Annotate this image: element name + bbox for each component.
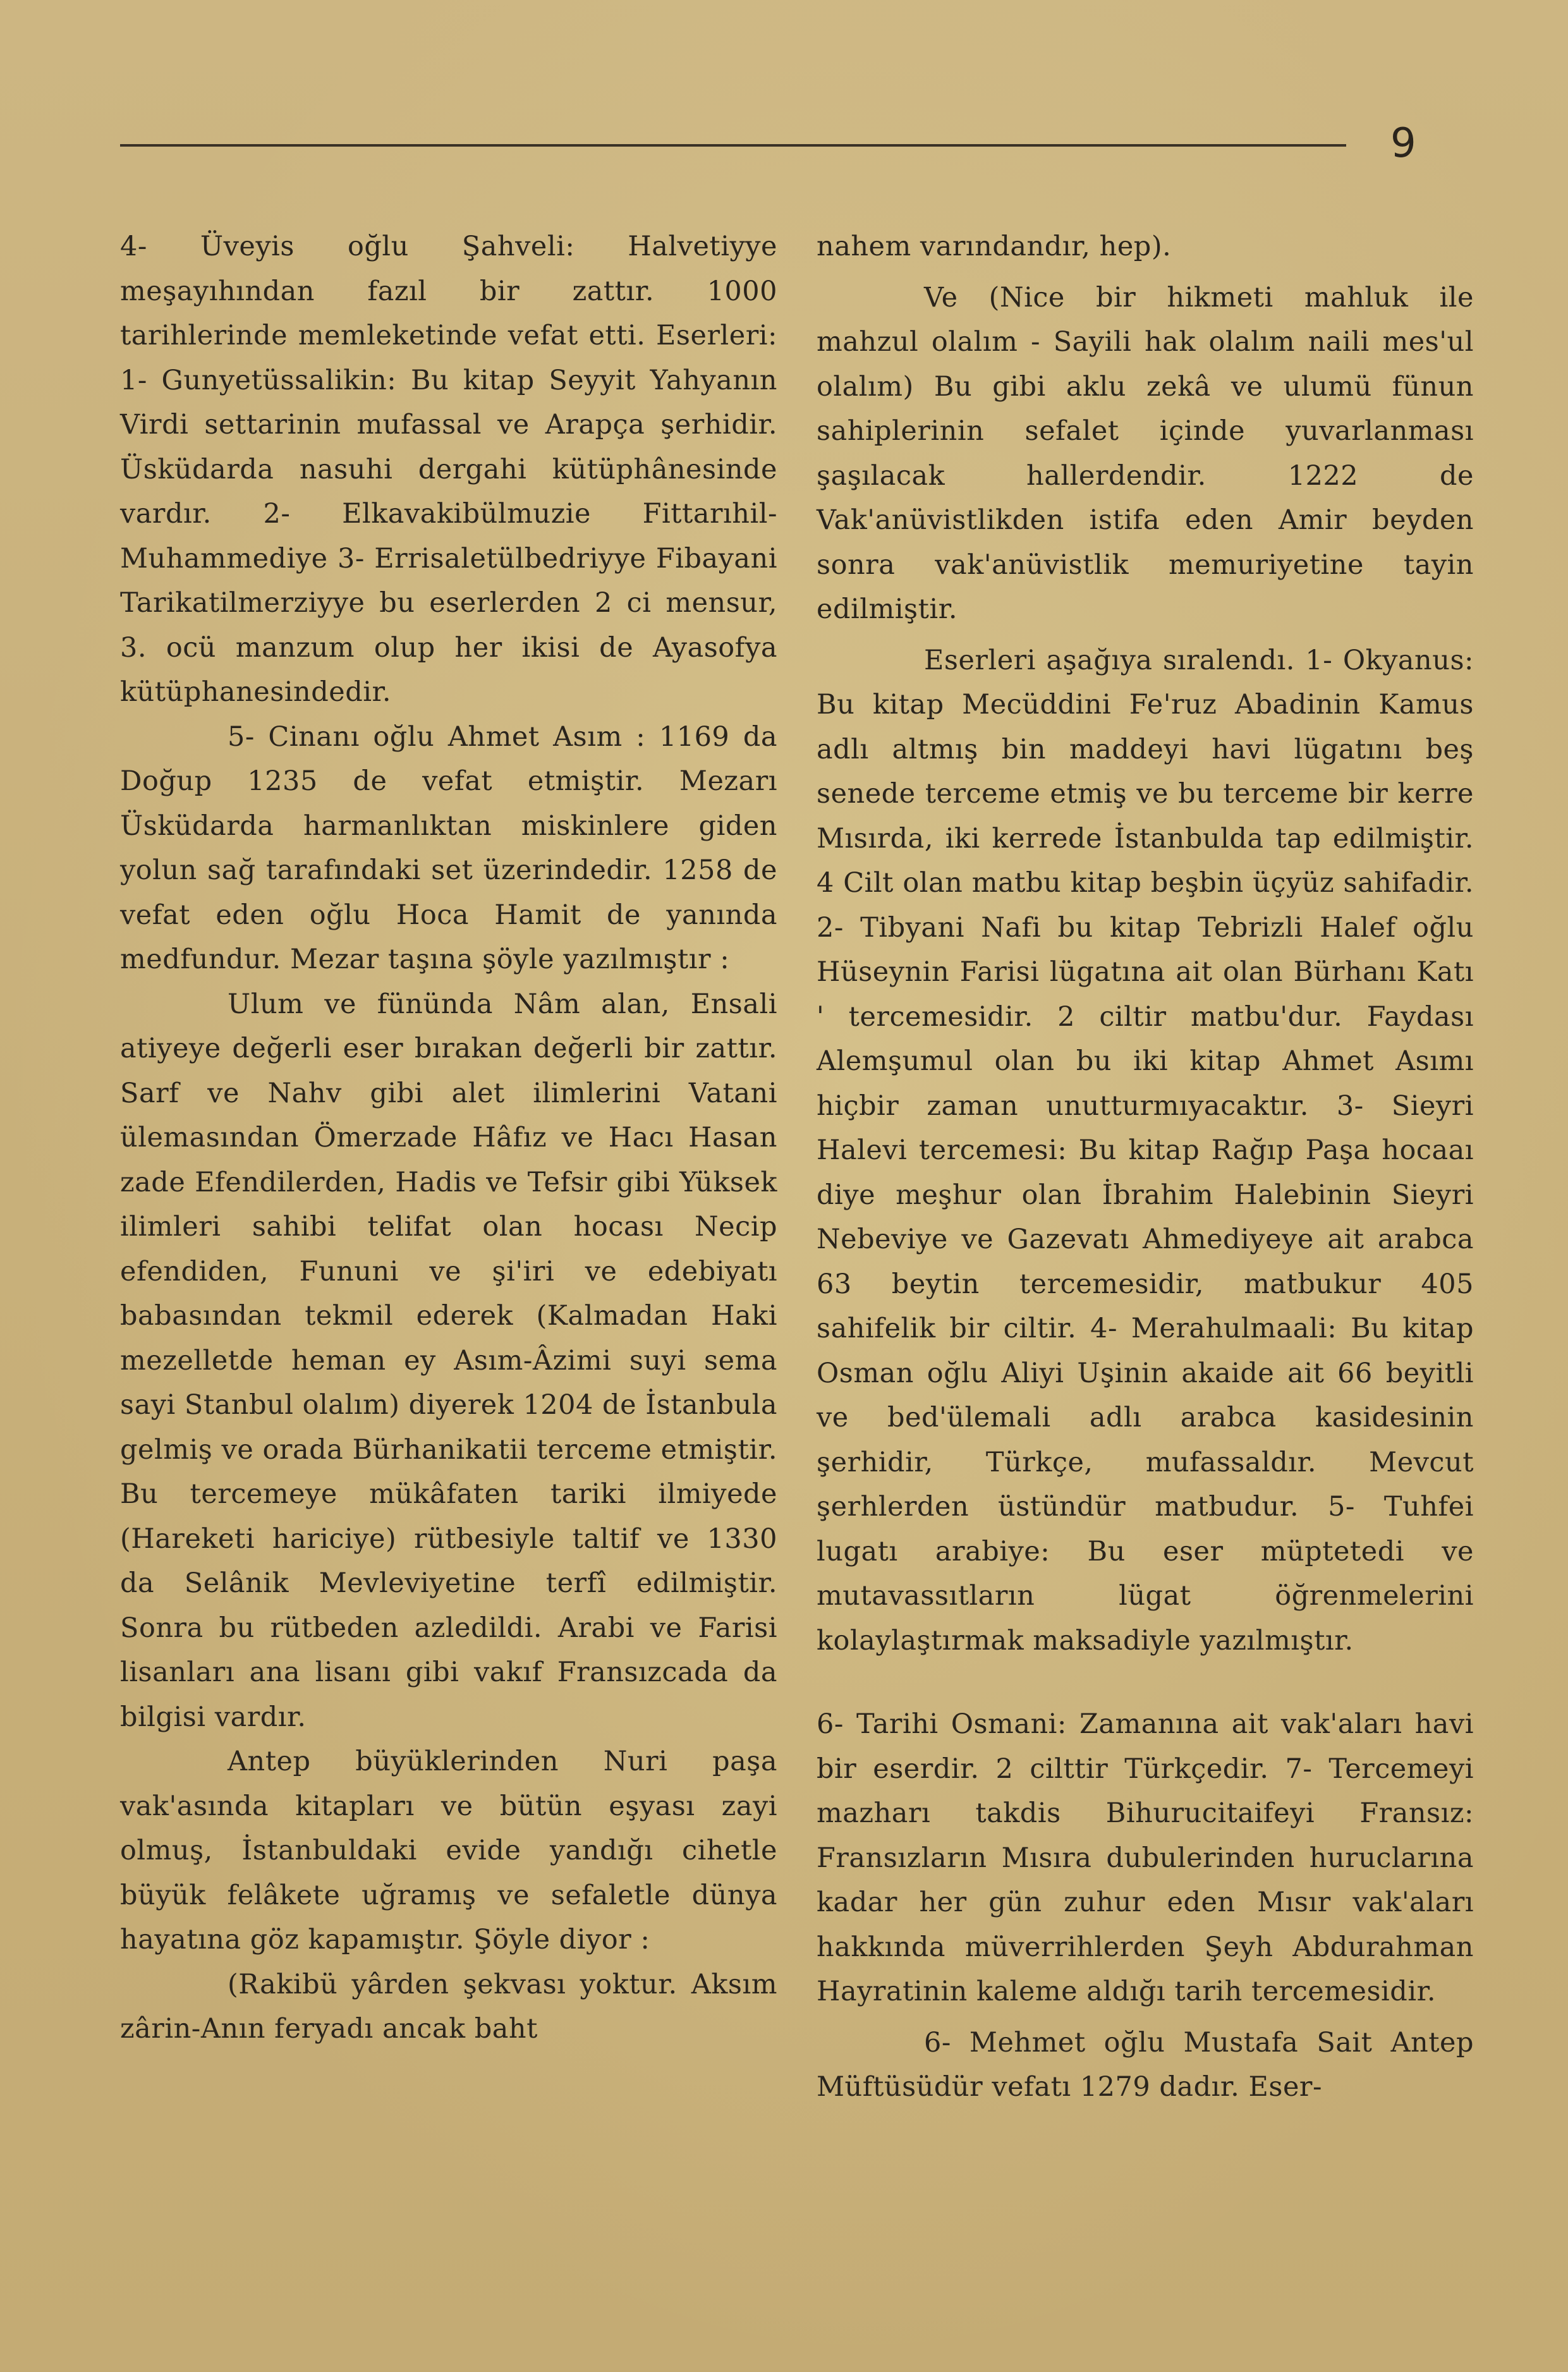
header-rule xyxy=(120,144,1346,147)
page-number: 9 xyxy=(1390,120,1416,167)
paragraph-quote-rakibu: (Rakibü yârden şekvası yoktur. Aksım zârin-Anın feryadı ancak baht xyxy=(120,1968,777,2045)
paragraph-nuri-pasa: Antep büyüklerinden Nuri paşa vak'asında kitapları ve bütün eşyası zayi olmuş, İstanbuldaki evide yandığı cihetle büyük felâkete uğramış ve sefaletle dünya hayatına göz kapamıştır. Şöyle diyor : xyxy=(120,1746,777,1955)
paragraph-poverty: Ve (Nice bir hikmeti mahluk ile mahzul olalım - Sayili hak olalım naili mes'ul olalım) Bu gibi aklu zekâ ve ulumü fünun sahiplerinin sefalet içinde yuvarlanması şaşılacak hallerdendir. 1222 de Vak'anüvistlikden istifa eden Amir beyden sonra vak'anüvistlik memuriyetine tayin edilmiştir. xyxy=(817,281,1474,625)
paragraph-entry-6: 6- Mehmet oğlu Mustafa Sait Antep Müftüsüdür vefatı 1279 dadır. Eser- xyxy=(817,2026,1474,2103)
paragraph-quote-continued: nahem varındandır, hep). xyxy=(817,231,1172,262)
left-column xyxy=(120,224,777,2052)
paragraph-entry-5: 5- Cinanı oğlu Ahmet Asım : 1169 da Doğup 1235 de vefat etmiştir. Mezarı Üsküdarda harmanlıktan miskinlere giden yolun sağ tarafındaki set üzerindedir. 1258 de vefat eden oğlu Hoca Hamit de yanında medfundur. Mezar taşına şöyle yazılmıştır : xyxy=(120,721,777,975)
paragraph-works-continued: 6- Tarihi Osmani: Zamanına ait vak'aları havi bir eserdir. 2 cilttir Türkçedir. 7- Tercemeyi mazharı takdis Bihurucitaifeyi Fransız: Fransızların Mısıra dubulerinden huruclarına kadar her gün zuhur eden Mısır vak'aları hakkında müverrihlerden Şeyh Abdurahman Hayratinin kaleme aldığı tarih tercemesidir. xyxy=(817,1708,1474,2007)
paragraph-epitaph: Ulum ve fününda Nâm alan, Ensali atiyeye değerli eser bırakan değerli bir zattır. Sarf ve Nahv gibi alet ilimlerini Vatani ülemasından Ömerzade Hâfız ve Hacı Hasan zade Efendilerden, Hadis ve Tefsir gibi Yüksek ilimleri sahibi telifat olan hocası Necip efendiden, Fununi ve şi'iri ve edebiyatı babasından tekmil ederek (Kalmadan Haki mezelletde heman ey Asım-Âzimi suyi sema sayi Stanbul olalım) diyerek 1204 de İstanbula gelmiş ve orada Bürhanikatii terceme etmiştir. Bu tercemeye mükâfaten tariki ilmiyede (Hareketi hariciye) rütbesiyle taltif ve 1330 da Selânik Mevleviyetine terfî edilmiştir. Sonra bu rütbeden azledildi. Arabi ve Farisi lisanları ana lisanı gibi vakıf Fransızcada da bilgisi vardır. xyxy=(120,988,777,1733)
right-column xyxy=(817,224,1474,2110)
paragraph-entry-4: 4- Üveyis oğlu Şahveli: Halvetiyye meşayıhından fazıl bir zattır. 1000 tarihlerinde memleketinde vefat etti. Eserleri: 1- Gunyetüssalikin: Bu kitap Seyyit Yahyanın Virdi settarinin mufassal ve Arapça şerhidir. Üsküdarda nasuhi dergahi kütüphânesinde vardır. 2- Elkavakibülmuzie Fittarıhil- Muhammediye 3- Errisaletülbedriyye Fibayani Tarikatilmerziyye bu eserlerden 2 ci mensur, 3. ocü manzum olup her ikisi de Ayasofya kütüphanesindedir. xyxy=(120,231,777,708)
paragraph-works-list: Eserleri aşağıya sıralendı. 1- Okyanus: Bu kitap Mecüddini Fe'ruz Abadinin Kamus adlı altmış bin maddeyi havi lügatını beş senede terceme etmiş ve bu terceme bir kerre Mısırda, iki kerrede İstanbulda tap edilmiştir. 4 Cilt olan matbu kitap beşbin üçyüz sahifadir. 2- Tibyani Nafi bu kitap Tebrizli Halef oğlu Hüseynin Farisi lügatına ait olan Bürhanı Katı ' tercemesidir. 2 ciltir matbu'dur. Faydası Alemşumul olan bu iki kitap Ahmet Asımı hiçbir zaman unutturmıyacaktır. 3- Sieyri Halevi tercemesi: Bu kitap Rağıp Paşa hocaaı diye meşhur olan İbrahim Halebinin Sieyri Nebeviye ve Gazevatı Ahmediyeye ait arabca 63 beytin tercemesidir, matbukur 405 sahifelik bir ciltir. 4- Merahulmaali: Bu kitap Osman oğlu Aliyi Uşinin akaide ait 66 beyitli ve bed'ülemali adlı arabca kasidesinin şerhidir, Türkçe, mufassaldır. Mevcut şerhlerden üstündür matbudur. 5- Tuhfei lugatı arabiye: Bu eser müptetedi ve mutavassıtların lügat öğrenmelerini kolaylaştırmak maksadiyle yazılmıştır. xyxy=(817,644,1474,1657)
